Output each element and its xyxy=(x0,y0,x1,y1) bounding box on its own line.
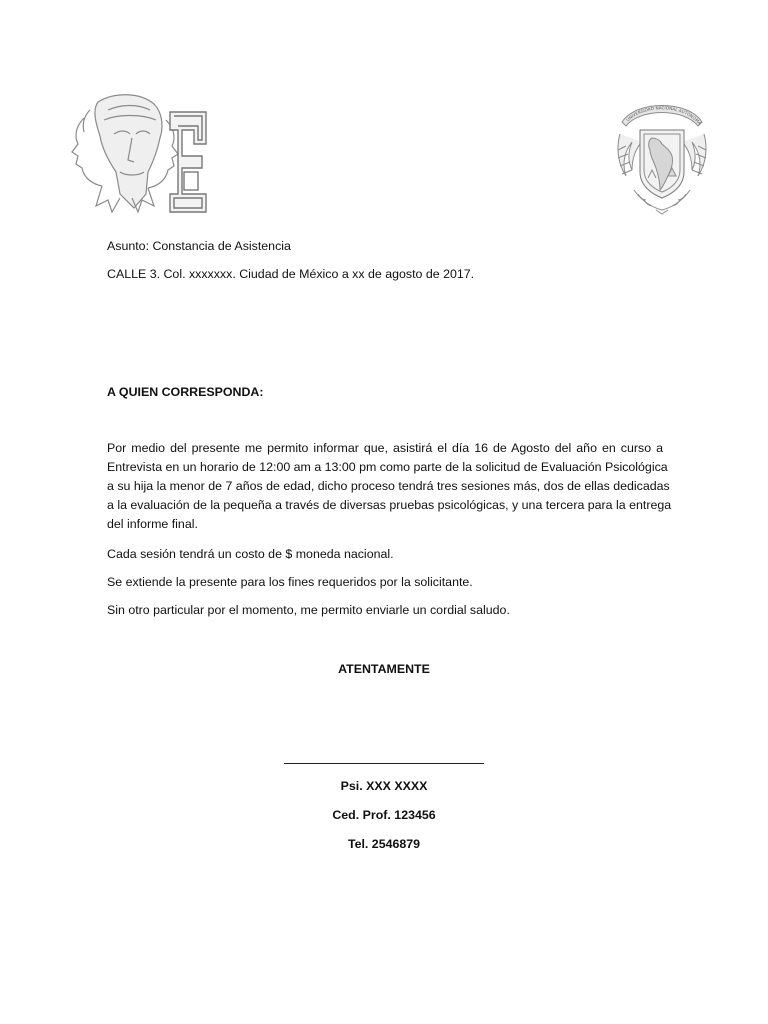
body-paragraph xyxy=(107,439,672,534)
body-line: Entrevista en un horario de 12:00 am a 13:00 pm como parte de la solicitud de Evaluación Psicológica xyxy=(107,460,668,474)
coat-of-arms-ribbon-text: UNIVERSIDAD NACIONAL AUTÓNOMA xyxy=(625,105,703,126)
university-coat-of-arms-icon xyxy=(612,94,712,216)
sign-off: ATENTAMENTE xyxy=(338,662,430,676)
signer-phone: Tel. 2546879 xyxy=(347,837,421,851)
signer-name: Psi. XXX XXXX xyxy=(340,779,428,793)
body-line: a la evaluación de la pequeña a través de diversas pruebas psicológicas, y una tercera para la entrega xyxy=(107,498,672,512)
signer-license: Ced. Prof. 123456 xyxy=(332,808,436,822)
body-line: Por medio del presente me permito informar que, asistirá el día 16 de Agosto del año en curso a xyxy=(107,441,663,455)
signature-line xyxy=(284,763,484,764)
subject-line: Asunto: Constancia de Asistencia xyxy=(107,239,291,253)
closing-line: Sin otro particular por el momento, me permito enviarle un cordial saludo. xyxy=(107,603,510,617)
place-date-line: CALLE 3. Col. xxxxxxx. Ciudad de México a xx de agosto de 2017. xyxy=(107,267,475,281)
purpose-line: Se extiende la presente para los fines requeridos por la solicitante. xyxy=(107,575,473,589)
salutation: A QUIEN CORRESPONDA: xyxy=(107,385,264,399)
cost-line: Cada sesión tendrá un costo de $ moneda nacional. xyxy=(107,547,394,561)
body-line: del informe final. xyxy=(107,517,198,531)
faces-emblem-logo-icon xyxy=(62,90,208,220)
body-line: a su hija la menor de 7 años de edad, dicho proceso tendrá tres sesiones más, dos de ellas dedicadas xyxy=(107,479,670,493)
